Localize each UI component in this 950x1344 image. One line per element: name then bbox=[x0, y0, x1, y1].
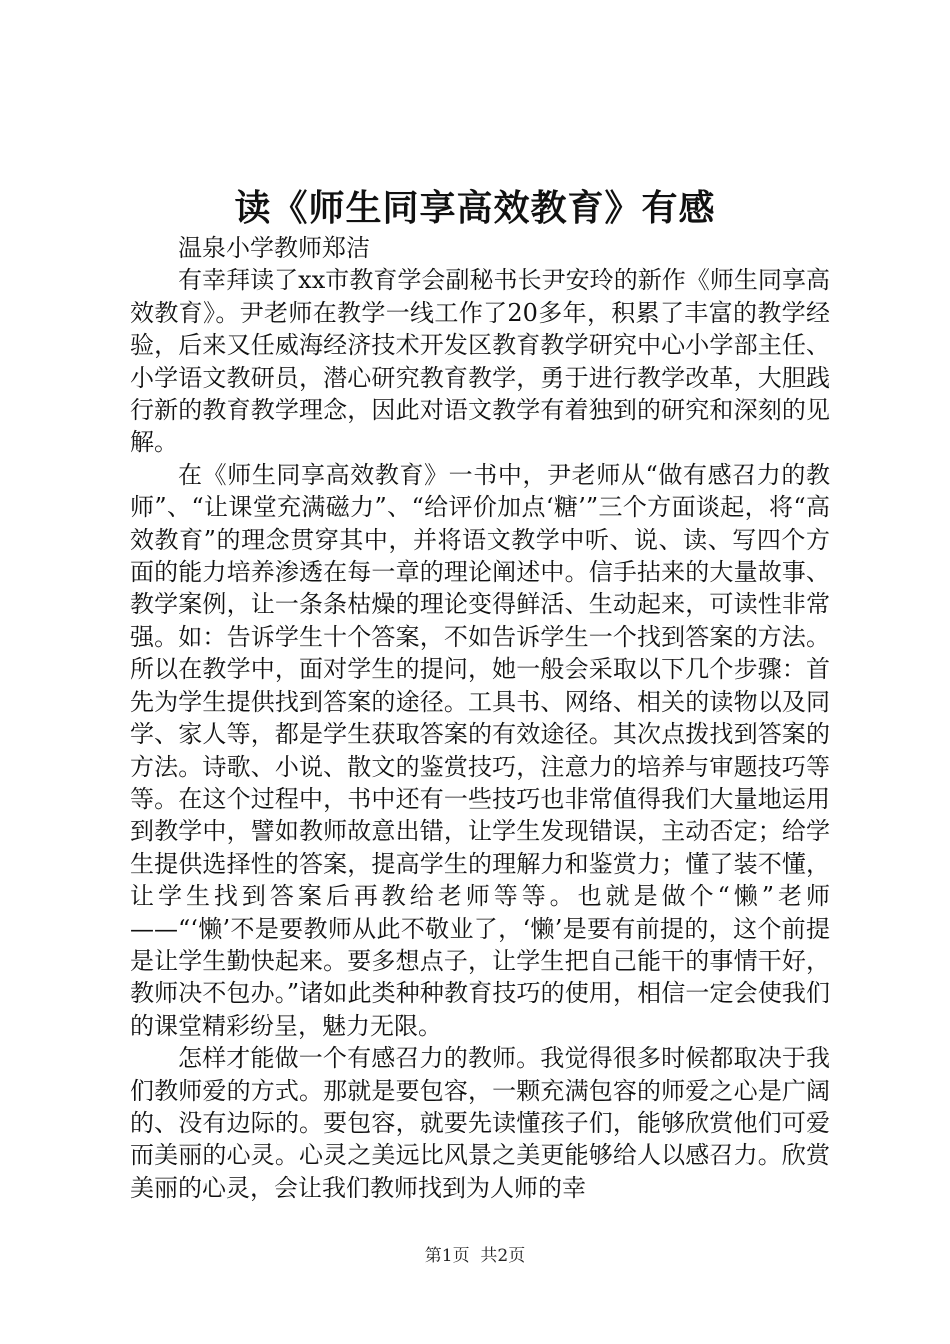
page-total: 共2页 bbox=[480, 1246, 526, 1266]
page-footer bbox=[0, 1244, 950, 1268]
paragraph-3: 怎样才能做一个有感召力的教师。我觉得很多时候都取决于我们教师爱的方式。那就是要包容，一颗充满包容的师爱之心是广阔的、没有边际的。要包容，就要先读懂孩子们，能够欣赏他们可爱而美丽的心灵。心灵之美远比风景之美更能够给人以感召力。欣赏美丽的心灵，会让我们教师找到为人师的幸 bbox=[130, 1044, 830, 1202]
paragraph-2: 在《师生同享高效教育》一书中，尹老师从“做有感召力的教师”、“让课堂充满磁力”、“给评价加点‘糖’”三个方面谈起，将“高效教育”的理念贯穿其中，并将语文教学中听、说、读、写四个方面的能力培养渗透在每一章的理论阐述中。信手拈来的大量故事、教学案例，让一条条枯燥的理论变得鲜活、生动起来，可读性非常强。如：告诉学生十个答案，不如告诉学生一个找到答案的方法。所以在教学中，面对学生的提问，她一般会采取以下几个步骤：首先为学生提供找到答案的途径。工具书、网络、相关的读物以及同学、家人等，都是学生获取答案的有效途径。其次点拨找到答案的方法。诗歌、小说、散文的鉴赏技巧，注意力的培养与审题技巧等等。在这个过程中，书中还有一些技巧也非常值得我们大量地运用到教学中，譬如教师故意出错，让学生发现错误，主动否定；给学生提供选择性的答案，提高学生的理解力和鉴赏力；懂了装不懂，让学生找到答案后再教给老师等等。也就是做个“懒”老师——“‘懒’不是要教师从此不敬业了，‘懒’是要有前提的，这个前提是让学生勤快起来。要多想点子，让学生把自己能干的事情干好，教师决不包办。”诸如此类种种教育技巧的使用，相信一定会使我们的课堂精彩纷呈，魅力无限。 bbox=[130, 460, 830, 1040]
page-title: 读《师生同享高效教育》有感 bbox=[234, 187, 716, 229]
paragraph-1: 有幸拜读了xx市教育学会副秘书长尹安玲的新作《师生同享高效教育》。尹老师在教学一线工作了20多年，积累了丰富的教学经验，后来又任威海经济技术开发区教育教学研究中心小学部主任、小学语文教研员，潜心研究教育教学，勇于进行教学改革，大胆践行新的教育教学理念，因此对语文教学有着独到的研究和深刻的见解。 bbox=[130, 266, 830, 457]
footer-separator bbox=[470, 1246, 481, 1266]
page-number: 第1页 bbox=[424, 1246, 470, 1266]
article-body bbox=[130, 232, 830, 1204]
author-line: 温泉小学教师郑洁 bbox=[178, 234, 370, 262]
